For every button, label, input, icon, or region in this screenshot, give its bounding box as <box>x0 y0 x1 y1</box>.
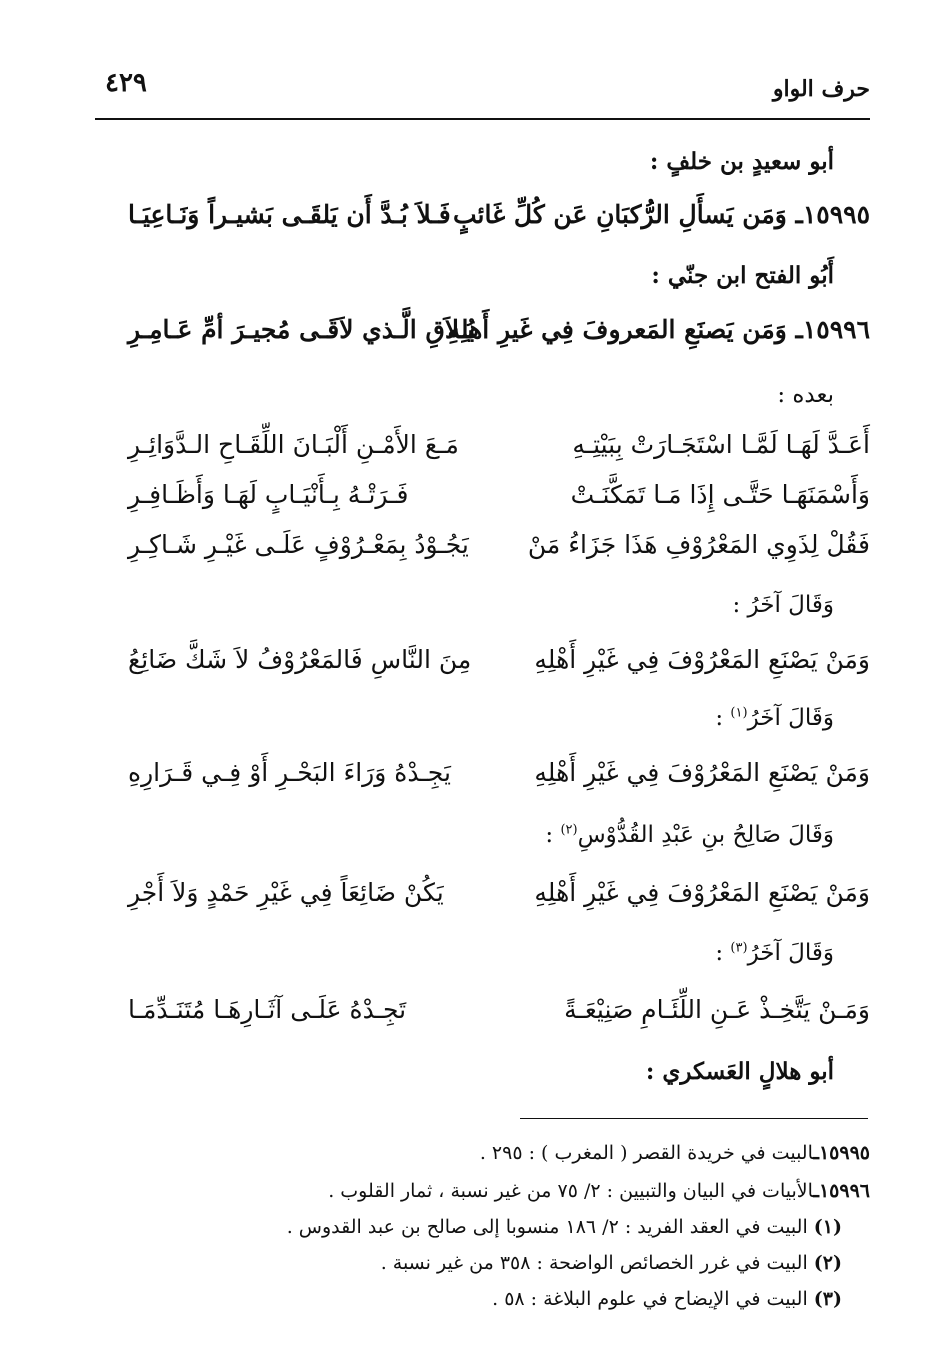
verse-first-hemistich: أَعَـدَّ لَهَـا لَمَّـا اسْتَجَـارَتْ بِبَيْتِـهِ <box>572 430 870 459</box>
intro-colon: : <box>715 940 731 966</box>
verse-number: ١٥٩٩٥ـ <box>795 200 870 229</box>
footnote-text: البيت في العقد الفريد : ٢/ ١٨٦ منسوبا إلى صالح بن عبد القدوس . <box>286 1216 808 1238</box>
verse-first-hemistich: وَمَنْ يَصْنَعِ المَعْرُوْفَ فِي غَيْرِ أَهْلِهِ <box>534 878 870 907</box>
verse-intro <box>545 822 834 848</box>
running-title: حرف الواو <box>772 76 870 102</box>
footnote <box>492 1288 842 1310</box>
verse-number: ١٥٩٩٦ـ <box>795 315 870 344</box>
verse-first-hemistich <box>447 315 870 344</box>
intro-text: وَقَالَ آخَرُ <box>747 705 834 731</box>
footnote-ref: ١٥٩٩٦ـ <box>813 1180 870 1202</box>
footnote <box>328 1180 870 1202</box>
verse-second-hemistich: مِنَ النَّاسِ فَالمَعْرُوْفُ لاَ شَكَّ ضَائِعُ <box>128 645 472 674</box>
verse-second-hemistich: يَكُنْ ضَائِعَاً فِي غَيْرِ حَمْدٍ وَلاَ أَجْرِ <box>128 878 444 907</box>
verse-second-hemistich: يُـلاَقِ الَّـذي لاَقَـى مُجيـرَ أمِّ عَـامِـرِ <box>128 315 475 344</box>
poet-heading: أبو هلالٍ العَسكري : <box>645 1058 834 1085</box>
footnote-ref: (٣) <box>813 1288 842 1310</box>
page-header <box>95 64 870 108</box>
verse-intro: بعده : <box>777 382 834 408</box>
footnote-text: البيت في غرر الخصائص الواضحة : ٣٥٨ من غير نسبة . <box>380 1252 808 1274</box>
footnote-ref: (١) <box>813 1216 842 1238</box>
footnote-rule <box>520 1118 868 1119</box>
verse-first-hemistich: فَقُلْ لِذَوِي المَعْرُوْفِ هَذَا جَزَاءُ مَنْ <box>527 530 870 559</box>
verse-first-hemistich: وَأَسْمَنَهَـا حَتَّـى إِذَا مَـا تَمَكَّنَـتْ <box>570 480 870 509</box>
intro-colon: : <box>545 822 561 848</box>
intro-text: وَقَالَ صَالِحُ بنِ عَبْدِ القُدُّوْسِ <box>577 822 834 848</box>
poet-heading: أَبُو الفتح ابن جنّي : <box>651 262 834 289</box>
verse-second-hemistich: يَجُـوْدُ بِمَعْـرُوْفٍ عَلَـى غَيْـرِ شَـاكِـرِ <box>128 530 469 559</box>
footnote-marker: (٣) <box>730 940 748 956</box>
verse-second-hemistich: تَجِـدْهُ عَلَـى آثَـارِهَـا مُتَنَـدِّمَـا <box>128 995 407 1024</box>
verse-second-hemistich: فَـلاَ بُـدَّ أَن يَلقَـى بَشيـراً وَنَـاعِيَـا <box>128 200 451 229</box>
footnote <box>381 1252 842 1274</box>
verse-first-hemistich: وَمَنْ يَصْنَعِ المَعْرُوْفَ فِي غَيْرِ أَهْلِهِ <box>534 645 870 674</box>
footnote-marker: (١) <box>730 705 748 721</box>
hemistich-text: وَمَن يَسأَلِ الرُّكبَانِ عَن كُلِّ غَائبٍ <box>452 200 787 229</box>
verse-second-hemistich: مَـعَ الأَمْـنِ أَلْبَـانَ اللِّقَـاحِ الـدَّوَائِـرِ <box>128 430 459 459</box>
footnote <box>287 1216 842 1238</box>
verse-intro: وَقَالَ آخَرُ : <box>732 592 834 618</box>
verse-second-hemistich: فَـرَتْـهُ بِـأَنْيَـابٍ لَهَـا وَأَظَـافِـرِ <box>128 480 409 509</box>
page-number: ٤٢٩ <box>105 68 147 98</box>
footnote-text: الأبيات في البيان والتبيين : ٢/ ٧٥ من غير نسبة ، ثمار القلوب . <box>328 1180 814 1202</box>
footnote <box>480 1142 870 1164</box>
header-rule <box>95 118 870 120</box>
verse-intro <box>715 705 834 731</box>
verse-first-hemistich: وَمَنْ يَصْنَعِ المَعْرُوْفَ فِي غَيْرِ أَهْلِهِ <box>534 758 870 787</box>
verse-intro <box>715 940 834 966</box>
footnote-text: البيت في خريدة القصر ( المغرب ) : ٢٩٥ . <box>479 1142 814 1164</box>
verse-first-hemistich: وَمَـنْ يَتَّخِـذْ عَـنِ اللِّئَـامِ صَنِيْعَـةً <box>564 995 870 1024</box>
intro-colon: : <box>715 705 731 731</box>
intro-text: وَقَالَ آخَرُ <box>747 940 834 966</box>
footnote-text: البيت في الإيضاح في علوم البلاغة : ٥٨ . <box>492 1288 808 1310</box>
hemistich-text: وَمَن يَصنَعِ المَعروفَ فِي غَيرِ أَهلِهِ <box>447 315 787 344</box>
verse-first-hemistich <box>453 200 870 229</box>
footnote-marker: (٢) <box>560 822 578 838</box>
poet-heading: أبو سعيدٍ بن خلفٍ : <box>649 148 834 175</box>
verse-second-hemistich: يَجِـدْهُ وَرَاءَ البَحْـرِ أَوْ فِـي قَـرَارِهِ <box>128 758 451 787</box>
footnote-ref: (٢) <box>813 1252 842 1274</box>
footnote-ref: ١٥٩٩٥ـ <box>813 1142 870 1164</box>
